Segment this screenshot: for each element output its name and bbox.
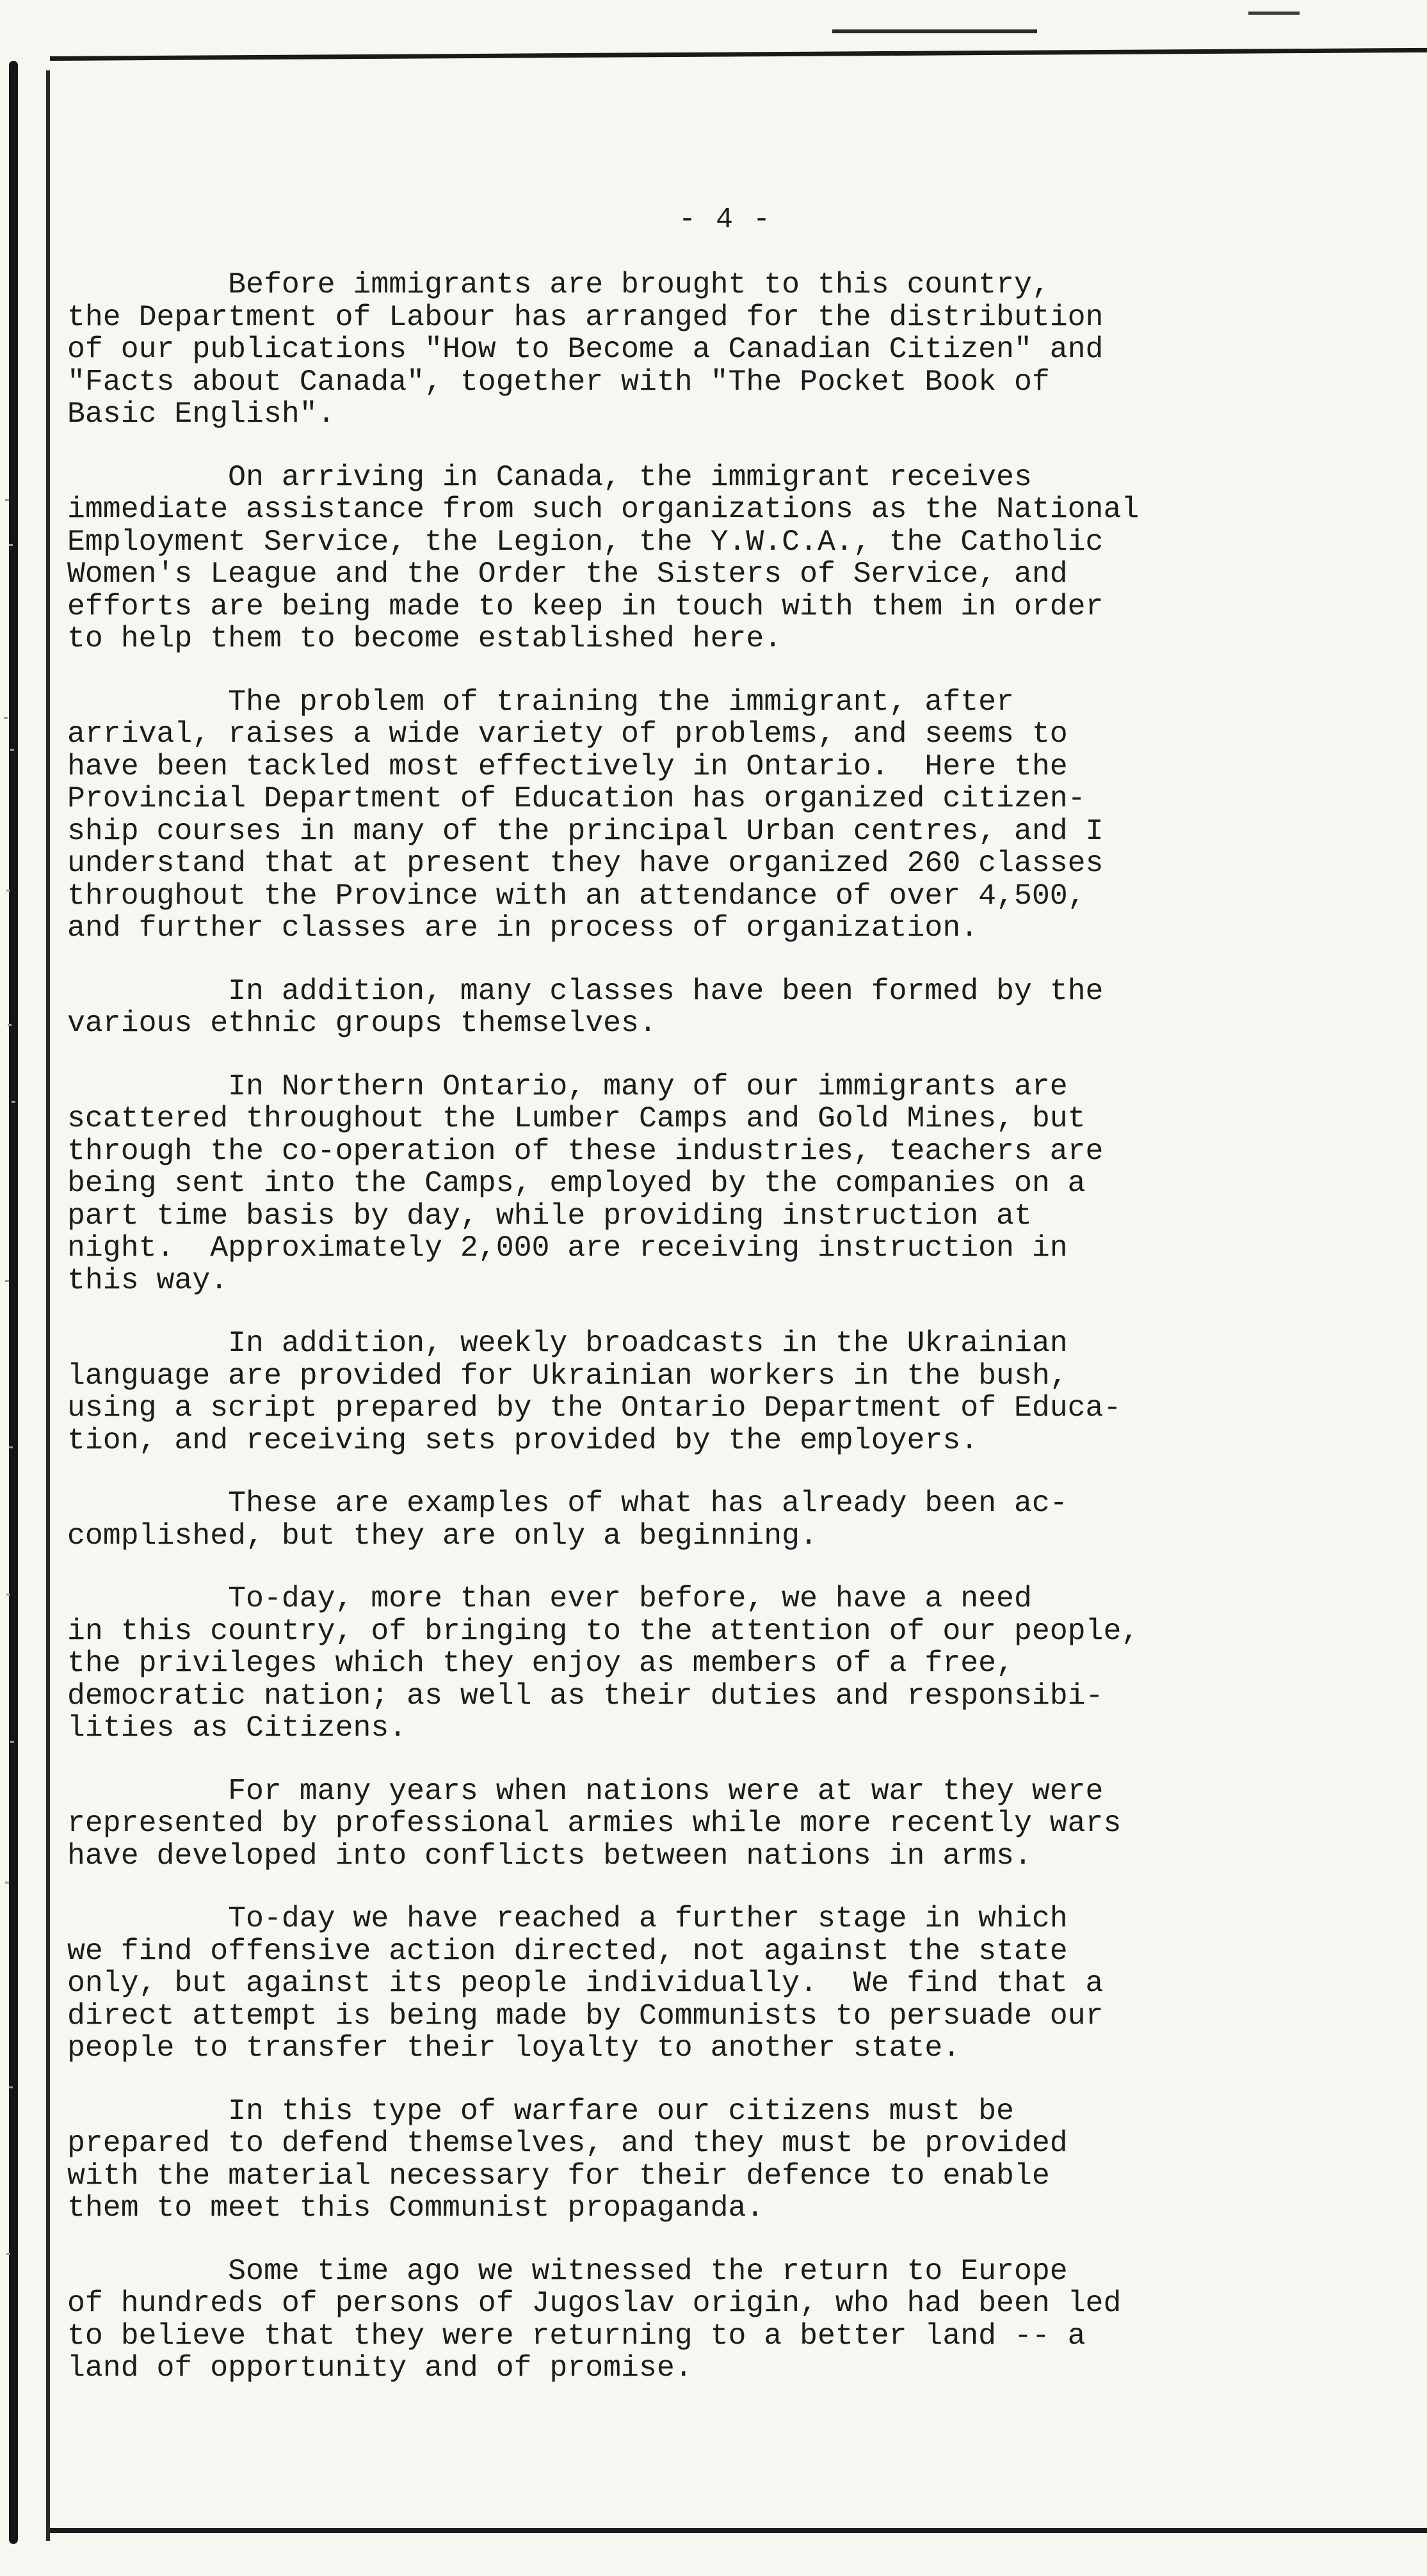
- text-line: efforts are being made to keep in touch with them in order: [67, 589, 1104, 623]
- text-line: To-day we have reached a further stage in which: [67, 1901, 1068, 1935]
- text-line: arrival, raises a wide variety of problems, and seems to: [67, 717, 1068, 751]
- text-line: the privileges which they enjoy as members of a free,: [67, 1646, 1014, 1680]
- text-line: In addition, weekly broadcasts in the Ukrainian: [67, 1326, 1068, 1360]
- paragraph: [67, 1487, 1360, 1552]
- page-corner-mark: [1248, 12, 1300, 15]
- paragraph: [67, 1071, 1360, 1297]
- text-line: complished, but they are only a beginning.: [67, 1518, 818, 1553]
- text-line: night. Approximately 2,000 are receiving instruction in: [67, 1231, 1068, 1265]
- text-line: "Facts about Canada", together with "The Pocket Book of: [67, 364, 1050, 399]
- text-line: In Northern Ontario, many of our immigrants are: [67, 1069, 1068, 1103]
- text-line: we find offensive action directed, not against the state: [67, 1933, 1068, 1968]
- text-line: and further classes are in process of organization.: [67, 911, 979, 945]
- page-top-mark: [832, 29, 1037, 33]
- text-line: In addition, many classes have been formed by the: [67, 973, 1104, 1008]
- text-line: part time basis by day, while providing instruction at: [67, 1198, 1032, 1233]
- text-line: with the material necessary for their defence to enable: [67, 2158, 1050, 2193]
- text-line: The problem of training the immigrant, after: [67, 684, 1014, 719]
- paragraph: [67, 1583, 1360, 1745]
- text-line: to help them to become established here.: [67, 621, 782, 655]
- text-line: of our publications "How to Become a Canadian Citizen" and: [67, 332, 1104, 366]
- text-line: In this type of warfare our citizens must be: [67, 2093, 1014, 2128]
- text-line: them to meet this Communist propaganda.: [67, 2191, 764, 2225]
- text-line: using a script prepared by the Ontario Department of Educa-: [67, 1391, 1122, 1425]
- text-line: lities as Citizens.: [67, 1711, 407, 1745]
- text-line: These are examples of what has already been ac-: [67, 1486, 1068, 1520]
- text-line: only, but against its people individually. We find that a: [67, 1966, 1104, 2000]
- text-line: Some time ago we witnessed the return to Europe: [67, 2253, 1068, 2288]
- text-line: Employment Service, the Legion, the Y.W.C.A., the Catholic: [67, 524, 1104, 559]
- page-left-rule: [46, 70, 50, 2541]
- text-line: through the co-operation of these industries, teachers are: [67, 1133, 1104, 1168]
- paragraph: [67, 1327, 1360, 1457]
- text-line: various ethnic groups themselves.: [67, 1006, 657, 1040]
- text-line: Women's League and the Order the Sisters of Service, and: [67, 557, 1068, 591]
- text-line: being sent into the Camps, employed by the companies on a: [67, 1166, 1086, 1200]
- margin-specks: [0, 448, 38, 2368]
- text-line: the Department of Labour has arranged for the distribution: [67, 300, 1104, 334]
- text-line: Before immigrants are brought to this country,: [67, 268, 1050, 301]
- text-line: prepared to defend themselves, and they must be provided: [67, 2126, 1068, 2160]
- paragraph: [67, 975, 1360, 1040]
- paragraph: [67, 461, 1360, 655]
- text-line: understand that at present they have organized 260 classes: [67, 846, 1104, 880]
- text-line: in this country, of bringing to the attention of our people,: [67, 1613, 1140, 1648]
- page-bottom-rule: [50, 2528, 1427, 2533]
- text-line: ship courses in many of the principal Urban centres, and I: [67, 813, 1104, 848]
- text-line: have been tackled most effectively in Ontario. Here the: [67, 749, 1068, 783]
- page-top-rule: [50, 48, 1427, 61]
- text-line: throughout the Province with an attendance of over 4,500,: [67, 878, 1086, 913]
- text-line: democratic nation; as well as their duties and responsibi-: [67, 1678, 1104, 1713]
- paragraph: [67, 1775, 1360, 1873]
- text-line: land of opportunity and of promise.: [67, 2351, 693, 2385]
- paragraph: [67, 1903, 1360, 2065]
- paragraph: [67, 269, 1360, 431]
- text-line: language are provided for Ukrainian workers in the bush,: [67, 1358, 1068, 1393]
- paragraph: [67, 2255, 1360, 2385]
- text-line: Provincial Department of Education has organized citizen-: [67, 781, 1086, 815]
- text-line: immediate assistance from such organizations as the National: [67, 492, 1140, 526]
- text-line: direct attempt is being made by Communists to persuade our: [67, 1998, 1104, 2033]
- text-line: tion, and receiving sets provided by the employers.: [67, 1423, 979, 1457]
- paragraph: [67, 686, 1360, 945]
- document-body: [67, 269, 1360, 2415]
- text-line: have developed into conflicts between nations in arms.: [67, 1838, 1032, 1873]
- text-line: Basic English".: [67, 397, 335, 431]
- paragraph: [67, 2095, 1360, 2225]
- text-line: scattered throughout the Lumber Camps and Gold Mines, but: [67, 1101, 1086, 1135]
- text-line: To-day, more than ever before, we have a need: [67, 1581, 1032, 1615]
- text-line: On arriving in Canada, the immigrant receives: [67, 460, 1032, 494]
- text-line: represented by professional armies while more recently wars: [67, 1806, 1122, 1840]
- page-number: - 4 -: [679, 204, 772, 236]
- text-line: For many years when nations were at war they were: [67, 1773, 1104, 1808]
- text-line: this way.: [67, 1263, 229, 1297]
- text-line: of hundreds of persons of Jugoslav origin, who had been led: [67, 2286, 1122, 2320]
- text-line: to believe that they were returning to a better land -- a: [67, 2318, 1086, 2353]
- text-line: people to transfer their loyalty to another state.: [67, 2031, 961, 2065]
